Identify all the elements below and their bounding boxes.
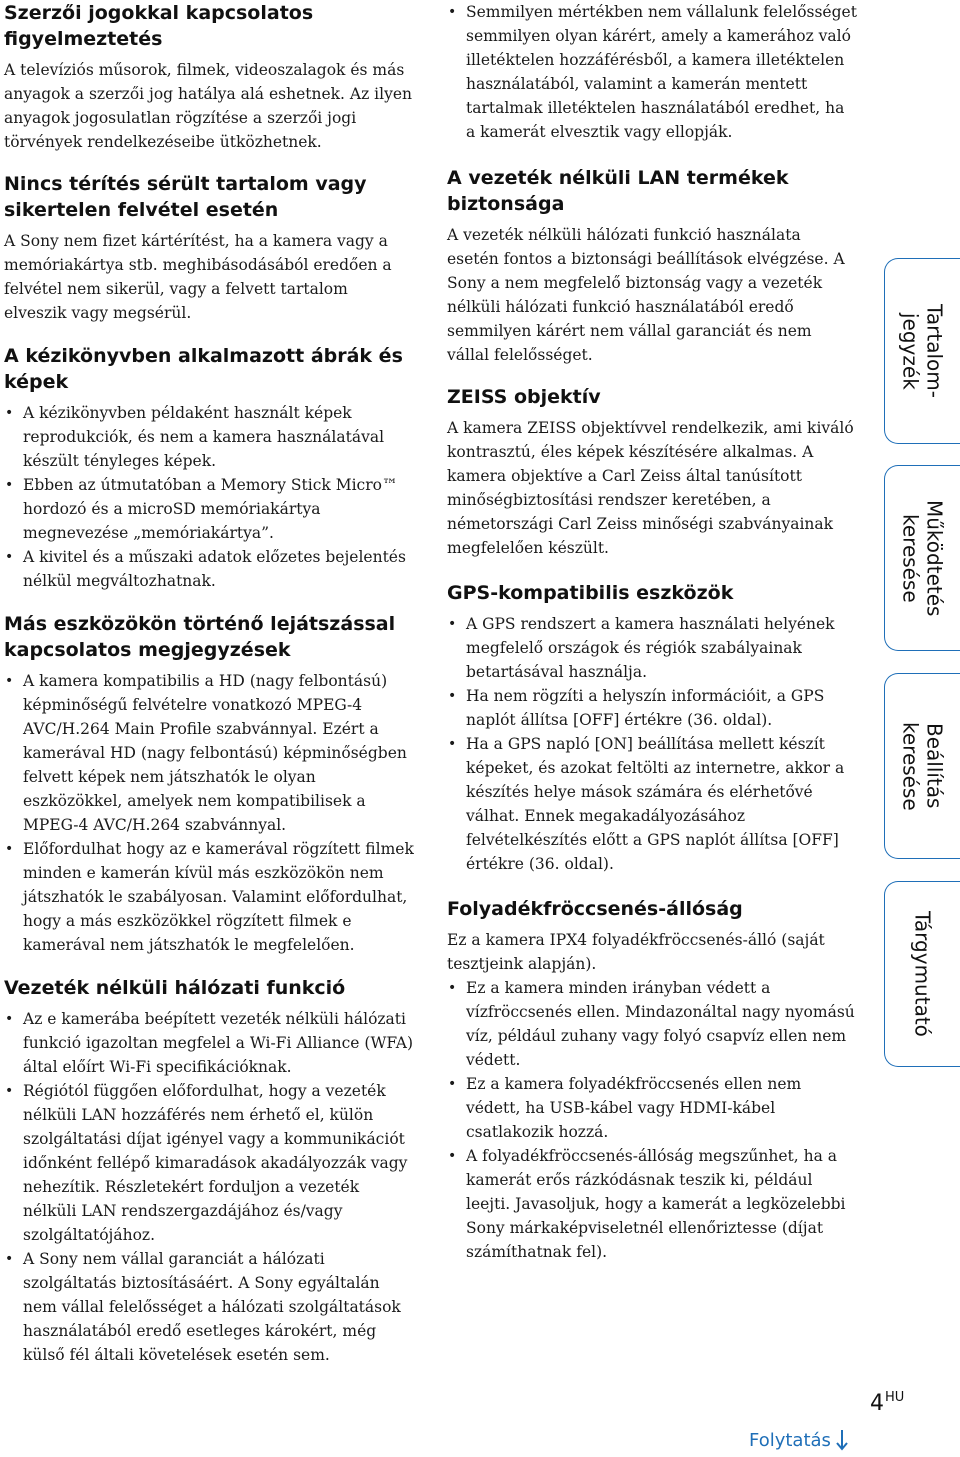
list-item: • A kézikönyvben példaként használt képek reprodukciók, és nem a kamera használatával készült tényleges képek.: [4, 401, 414, 473]
list-item: • Ha nem rögzíti a helyszín információit, a GPS naplót állítsa [OFF] értékre (36. oldal).: [447, 684, 857, 732]
list-item: • Semmilyen mértékben nem vállalunk felelősséget semmilyen olyan kárért, amely a kamerához való illetéktelen hozzáférésből, a kamera illetéktelen használatából, valamint a kamerán mentett tartalmak illetéktelen használatából eredhet, ha a kamerát elvesztik vagy ellopják.: [447, 0, 857, 144]
section-paragraph: A vezeték nélküli hálózati funkció használata esetén fontos a biztonsági beállítások elvégzése. A Sony a nem megfelelő biztonság vagy a vezeték nélküli hálózati funkció használatából eredő semmilyen kárért nem vállal garanciát és nem vállal felelősséget.: [447, 226, 845, 364]
list-item: • Ebben az útmutatóban a Memory Stick Micro™ hordozó és a microSD memóriakártya megnevezése „memóriakártya”.: [4, 473, 414, 545]
section-title: Vezeték nélküli hálózati funkció: [4, 977, 346, 999]
bullet-list: [447, 976, 857, 1264]
section-paragraph: A Sony nem fizet kártérítést, ha a kamera vagy a memóriakártya stb. meghibásodásából eredően a felvétel nem sikerül, vagy a felvett tartalom elveszik vagy megsérül.: [4, 232, 392, 322]
section-title: A kézikönyvben alkalmazott ábrák és képek: [4, 345, 403, 393]
section-title: Szerzői jogokkal kapcsolatos figyelmeztetés: [4, 2, 314, 50]
page-number-value: 4: [870, 1391, 884, 1416]
section-no-compensation: [4, 171, 414, 325]
section-splashproof: [447, 896, 857, 1264]
list-item: • Régiótól függően előfordulhat, hogy a vezeték nélküli LAN hozzáférés nem érhető el, külön szolgáltatási díjat igényel vagy a kommunikációt időnként fellépő kimaradások akadályozzák vagy nehezítik. Részletekért forduljon a vezeték nélküli LAN rendszergazdájához és/vagy szolgáltatójához.: [4, 1079, 414, 1247]
tab-label: Működtetés keresése: [898, 499, 947, 617]
bullet-list: [447, 0, 857, 144]
list-item: • Ez a kamera folyadékfröccsenés ellen nem védett, ha USB-kábel vagy HDMI-kábel csatlakozik hozzá.: [447, 1072, 857, 1144]
tab-search-operation[interactable]: [884, 465, 960, 651]
page-language: HU: [885, 1390, 905, 1405]
tab-index[interactable]: [884, 881, 960, 1067]
continue-link[interactable]: [749, 1428, 849, 1452]
section-paragraph: A kamera ZEISS objektívvel rendelkezik, ami kiváló kontrasztú, éles képek készítésére alkalmas. A kamera objektíve a Carl Zeiss által tanúsított minőségbiztosítási rendszer keretében, a németországi Carl Zeiss minőségi szabványainak megfelelően készült.: [447, 419, 854, 557]
list-item: • A GPS rendszert a kamera használati helyének megfelelő országok és régiók szabályainak betartásával használja.: [447, 612, 857, 684]
tab-search-settings[interactable]: [884, 673, 960, 859]
section-title: ZEISS objektív: [447, 386, 601, 408]
section-title: Más eszközökön történő lejátszással kapcsolatos megjegyzések: [4, 613, 396, 661]
section-copyright: [4, 0, 414, 154]
list-item: • Előfordulhat hogy az e kamerával rögzített filmek minden e kamerán kívül más eszközökön nem játszhatók le szabályosan. Valamint előfordulhat, hogy a más eszközökkel rögzített filmek e kamerával nem játszhatók le megfelelően.: [4, 837, 414, 957]
tab-table-of-contents[interactable]: [884, 258, 960, 444]
section-wireless: [4, 975, 414, 1367]
left-column: [4, 0, 414, 1389]
section-images: [4, 343, 414, 593]
section-gps: [447, 580, 857, 876]
bullet-list: [447, 612, 857, 876]
arrow-down-icon: [835, 1428, 849, 1452]
section-title: GPS-kompatibilis eszközök: [447, 582, 734, 604]
section-paragraph: A televíziós műsorok, filmek, videoszalagok és más anyagok a szerzői jog hatálya alá eshetnek. Az ilyen anyagok jogosulatlan rögzítése a szerzői jogi törvények rendelkezéseibe ütközhetnek.: [4, 61, 413, 151]
tab-label: Tárgymutató: [910, 911, 935, 1037]
section-paragraph: Ez a kamera IPX4 folyadékfröccsenés-álló (saját tesztjeink alapján).: [447, 931, 825, 973]
right-column: [447, 0, 857, 1286]
section-zeiss: [447, 384, 857, 560]
list-item: • Ez a kamera minden irányban védett a vízfröccsenés ellen. Mindazonáltal nagy nyomású víz, például zuhany vagy folyó csapvíz ellen nem védett.: [447, 976, 857, 1072]
list-item: • A folyadékfröccsenés-állóság megszűnhet, ha a kamerát erős rázkódásnak teszik ki, például leejti. Javasoljuk, hogy a kamerát a legközelebbi Sony márkaképviseletnél ellenőriztesse (díjat számíthatnak fel).: [447, 1144, 857, 1264]
section-title: Folyadékfröccsenés-állóság: [447, 898, 743, 920]
section-wlan-security: [447, 165, 857, 367]
bullet-list: [4, 1007, 414, 1367]
list-item: • Az e kamerába beépített vezeték nélküli hálózati funkció igazoltan megfelel a Wi-Fi Alliance (WFA) által előírt Wi-Fi specifikációknak.: [4, 1007, 414, 1079]
section-title: Nincs térítés sérült tartalom vagy sikertelen felvétel esetén: [4, 173, 367, 221]
page-number: [870, 1390, 904, 1416]
bullet-list: [4, 401, 414, 593]
list-item: • A kivitel és a műszaki adatok előzetes bejelentés nélkül megváltozhatnak.: [4, 545, 414, 593]
bullet-list: [4, 669, 414, 957]
list-item: • A Sony nem vállal garanciát a hálózati szolgáltatás biztosításáért. A Sony egyáltalán nem vállal felelősséget a hálózati szolgáltatások használatából eredő esetleges károkért, még külső fél általi követelések esetén sem.: [4, 1247, 414, 1367]
section-playback: [4, 611, 414, 957]
tab-label: Tartalom- jegyzék: [898, 304, 947, 398]
continue-label: Folytatás: [749, 1429, 831, 1451]
section-liability-continued: [447, 0, 857, 144]
list-item: • A kamera kompatibilis a HD (nagy felbontású) képminőségű felvételre vonatkozó MPEG-4 AVC/H.264 Main Profile szabvánnyal. Ezért a kamerával HD (nagy felbontású) képminőségben felvett képek nem játszhatók le olyan eszközökkel, amelyek nem kompatibilisek a MPEG-4 AVC/H.264 szabvánnyal.: [4, 669, 414, 837]
list-item: • Ha a GPS napló [ON] beállítása mellett készít képeket, és azokat feltölti az internetre, akkor a készítés helye mások számára és elérhetővé válhat. Ennek megakadályozásához felvételkészítés előtt a GPS naplót állítsa [OFF] értékre (36. oldal).: [447, 732, 857, 876]
tab-label: Beállítás keresése: [898, 721, 947, 811]
section-title: A vezeték nélküli LAN termékek biztonsága: [447, 167, 789, 215]
